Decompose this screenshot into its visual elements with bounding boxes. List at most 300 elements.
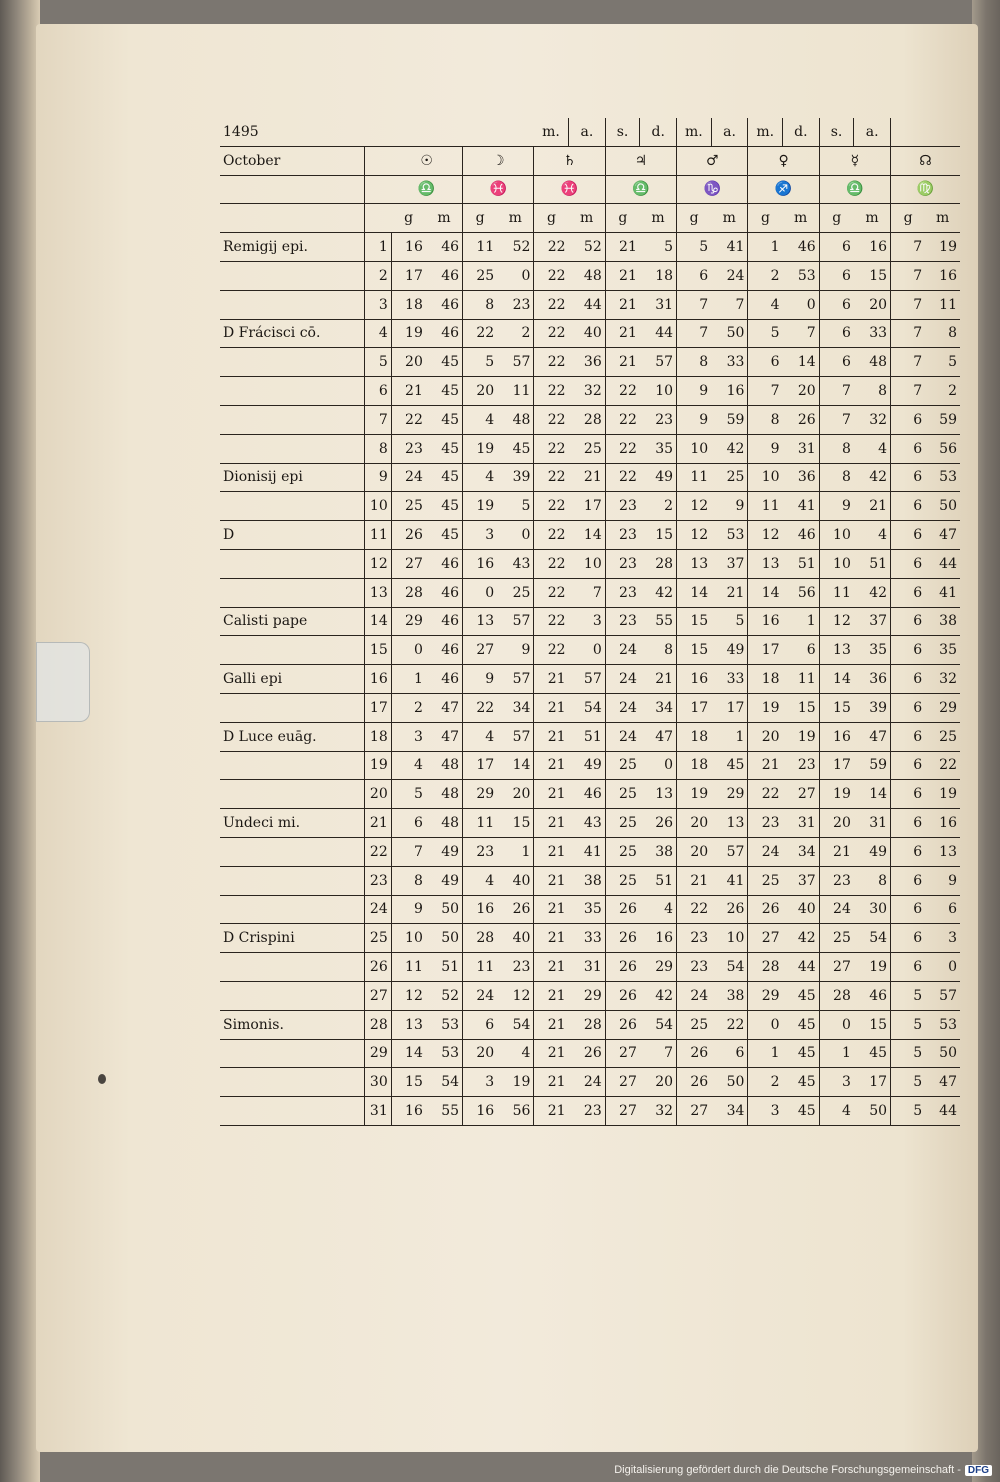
degrees-cell: 22 (534, 549, 569, 578)
degrees-cell: 1 (819, 1039, 854, 1068)
table-row (220, 953, 960, 982)
degrees-cell: 0 (819, 1010, 854, 1039)
degrees-cell: 21 (534, 665, 569, 694)
minutes-cell: 6 (783, 636, 820, 665)
minutes-cell: 23 (497, 953, 534, 982)
saturn-symbol-icon: ♄ (534, 146, 605, 175)
minutes-cell: 31 (783, 809, 820, 838)
day-number: 4 (365, 319, 392, 348)
minutes-cell: 57 (497, 348, 534, 377)
minutes-cell: 48 (497, 405, 534, 434)
degrees-cell: 16 (391, 1097, 426, 1126)
minutes-cell: 42 (783, 924, 820, 953)
spacer (365, 204, 392, 233)
minutes-cell: 40 (497, 924, 534, 953)
minutes-cell: 19 (925, 233, 960, 262)
degrees-cell: 23 (605, 492, 640, 521)
degrees-cell: 24 (605, 636, 640, 665)
minutes-cell: 20 (783, 377, 820, 406)
ink-spot (98, 1074, 106, 1084)
minutes-cell: 45 (426, 463, 463, 492)
saint-day-label (220, 261, 365, 290)
table-row (220, 233, 960, 262)
minutes-cell: 19 (854, 953, 891, 982)
degrees-cell: 26 (605, 953, 640, 982)
minutes-cell: 42 (711, 434, 748, 463)
degrees-cell: 12 (677, 521, 712, 550)
degrees-cell: 21 (605, 319, 640, 348)
minutes-cell: 48 (854, 348, 891, 377)
degrees-cell: 7 (819, 377, 854, 406)
degrees-cell: 18 (391, 290, 426, 319)
minutes-cell: 54 (569, 693, 606, 722)
degrees-cell: 6 (891, 722, 926, 751)
minutes-cell: 16 (925, 261, 960, 290)
degrees-cell: 6 (891, 780, 926, 809)
unit-label: g (891, 204, 926, 233)
table-row (220, 809, 960, 838)
minutes-cell: 7 (783, 319, 820, 348)
degrees-cell: 21 (605, 348, 640, 377)
minutes-cell: 55 (640, 607, 677, 636)
degrees-cell: 22 (534, 377, 569, 406)
minutes-cell: 26 (569, 1039, 606, 1068)
minutes-cell: 41 (711, 233, 748, 262)
degrees-cell: 16 (463, 1097, 498, 1126)
unit-label: m (711, 204, 748, 233)
minutes-cell: 19 (783, 722, 820, 751)
degrees-cell: 26 (605, 981, 640, 1010)
top-label: s. (605, 118, 640, 146)
minutes-cell: 40 (497, 866, 534, 895)
saint-day-label (220, 895, 365, 924)
saint-day-label (220, 434, 365, 463)
degrees-cell: 6 (677, 261, 712, 290)
minutes-cell: 55 (426, 1097, 463, 1126)
table-row (220, 1097, 960, 1126)
minutes-cell: 40 (569, 319, 606, 348)
degrees-cell: 24 (391, 463, 426, 492)
degrees-cell: 6 (891, 924, 926, 953)
degrees-cell: 6 (891, 895, 926, 924)
degrees-cell: 19 (748, 693, 783, 722)
minutes-cell: 9 (497, 636, 534, 665)
minutes-cell: 57 (497, 607, 534, 636)
minutes-cell: 23 (640, 405, 677, 434)
degrees-cell: 6 (391, 809, 426, 838)
degrees-cell: 21 (534, 866, 569, 895)
minutes-cell: 14 (854, 780, 891, 809)
degrees-cell: 21 (534, 809, 569, 838)
minutes-cell: 13 (711, 809, 748, 838)
unit-label: g (819, 204, 854, 233)
minutes-cell: 16 (640, 924, 677, 953)
header-row-units (220, 204, 960, 233)
table-row (220, 693, 960, 722)
degrees-cell: 22 (534, 521, 569, 550)
degrees-cell: 20 (463, 1039, 498, 1068)
minutes-cell: 59 (854, 751, 891, 780)
minutes-cell: 4 (640, 895, 677, 924)
degrees-cell: 21 (534, 981, 569, 1010)
minutes-cell: 37 (783, 866, 820, 895)
degrees-cell: 27 (748, 924, 783, 953)
table-row (220, 780, 960, 809)
minutes-cell: 57 (925, 981, 960, 1010)
minutes-cell: 46 (426, 261, 463, 290)
degrees-cell: 8 (819, 434, 854, 463)
degrees-cell: 28 (819, 981, 854, 1010)
degrees-cell: 1 (748, 233, 783, 262)
degrees-cell: 25 (605, 809, 640, 838)
degrees-cell: 11 (748, 492, 783, 521)
minutes-cell: 0 (497, 521, 534, 550)
degrees-cell: 6 (891, 607, 926, 636)
degrees-cell: 10 (391, 924, 426, 953)
minutes-cell: 57 (640, 348, 677, 377)
saint-day-label (220, 578, 365, 607)
minutes-cell: 43 (569, 809, 606, 838)
header-row-signs (220, 175, 960, 204)
minutes-cell: 53 (925, 463, 960, 492)
table-row (220, 578, 960, 607)
degrees-cell: 21 (534, 1097, 569, 1126)
degrees-cell: 22 (534, 463, 569, 492)
day-number: 7 (365, 405, 392, 434)
spacer (220, 204, 365, 233)
top-label-spacer (891, 118, 926, 146)
unit-label: m (426, 204, 463, 233)
saint-day-label (220, 780, 365, 809)
minutes-cell: 46 (426, 665, 463, 694)
degrees-cell: 19 (677, 780, 712, 809)
degrees-cell: 24 (605, 722, 640, 751)
venus-symbol-icon: ♀ (748, 146, 819, 175)
degrees-cell: 21 (677, 866, 712, 895)
minutes-cell: 29 (640, 953, 677, 982)
day-number: 18 (365, 722, 392, 751)
degrees-cell: 16 (819, 722, 854, 751)
degrees-cell: 21 (534, 1039, 569, 1068)
degrees-cell: 27 (677, 1097, 712, 1126)
minutes-cell: 57 (497, 722, 534, 751)
day-number: 30 (365, 1068, 392, 1097)
ephemeris-table-container (220, 118, 960, 1126)
degrees-cell: 24 (605, 665, 640, 694)
degrees-cell: 13 (677, 549, 712, 578)
degrees-cell: 8 (819, 463, 854, 492)
minutes-cell: 51 (426, 953, 463, 982)
minutes-cell: 28 (569, 1010, 606, 1039)
degrees-cell: 26 (677, 1068, 712, 1097)
day-number: 23 (365, 866, 392, 895)
minutes-cell: 47 (640, 722, 677, 751)
table-row (220, 981, 960, 1010)
minutes-cell: 44 (783, 953, 820, 982)
degrees-cell: 11 (819, 578, 854, 607)
minutes-cell: 54 (711, 953, 748, 982)
minutes-cell: 22 (711, 1010, 748, 1039)
degrees-cell: 29 (463, 780, 498, 809)
top-label: m. (534, 118, 569, 146)
degrees-cell: 21 (819, 837, 854, 866)
top-label: m. (677, 118, 712, 146)
minutes-cell: 45 (783, 1010, 820, 1039)
minutes-cell: 49 (854, 837, 891, 866)
minutes-cell: 34 (497, 693, 534, 722)
credit-text: Digitalisierung gefördert durch die Deutsche Forschungsgemeinschaft - (614, 1464, 961, 1476)
degrees-cell: 5 (748, 319, 783, 348)
minutes-cell: 20 (854, 290, 891, 319)
degrees-cell: 19 (463, 492, 498, 521)
minutes-cell: 45 (783, 1068, 820, 1097)
saint-day-label (220, 1097, 365, 1126)
minutes-cell: 32 (640, 1097, 677, 1126)
minutes-cell: 46 (783, 521, 820, 550)
degrees-cell: 6 (891, 521, 926, 550)
minutes-cell: 47 (426, 693, 463, 722)
degrees-cell: 20 (463, 377, 498, 406)
minutes-cell: 24 (569, 1068, 606, 1097)
day-number: 28 (365, 1010, 392, 1039)
degrees-cell: 24 (677, 981, 712, 1010)
minutes-cell: 18 (640, 261, 677, 290)
unit-label: m (854, 204, 891, 233)
saint-day-label (220, 377, 365, 406)
minutes-cell: 53 (783, 261, 820, 290)
saint-day-label: Remigij epi. (220, 233, 365, 262)
saint-day-label (220, 981, 365, 1010)
degrees-cell: 7 (677, 319, 712, 348)
minutes-cell: 50 (925, 1039, 960, 1068)
minutes-cell: 9 (925, 866, 960, 895)
minutes-cell: 32 (925, 665, 960, 694)
sagittarius-sign-icon: ♐ (748, 175, 819, 204)
minutes-cell: 35 (854, 636, 891, 665)
minutes-cell: 6 (711, 1039, 748, 1068)
unit-label: g (391, 204, 426, 233)
minutes-cell: 15 (783, 693, 820, 722)
degrees-cell: 6 (891, 809, 926, 838)
degrees-cell: 22 (534, 492, 569, 521)
minutes-cell: 46 (569, 780, 606, 809)
minutes-cell: 49 (569, 751, 606, 780)
minutes-cell: 46 (854, 981, 891, 1010)
minutes-cell: 29 (711, 780, 748, 809)
degrees-cell: 21 (605, 261, 640, 290)
minutes-cell: 3 (925, 924, 960, 953)
minutes-cell: 41 (711, 866, 748, 895)
minutes-cell: 16 (854, 233, 891, 262)
degrees-cell: 5 (463, 348, 498, 377)
minutes-cell: 4 (854, 434, 891, 463)
degrees-cell: 28 (463, 924, 498, 953)
degrees-cell: 6 (891, 549, 926, 578)
minutes-cell: 54 (497, 1010, 534, 1039)
degrees-cell: 22 (534, 290, 569, 319)
degrees-cell: 23 (677, 924, 712, 953)
degrees-cell: 10 (819, 521, 854, 550)
minutes-cell: 35 (569, 895, 606, 924)
unit-label: m (925, 204, 960, 233)
minutes-cell: 30 (854, 895, 891, 924)
minutes-cell: 49 (426, 837, 463, 866)
day-number: 9 (365, 463, 392, 492)
minutes-cell: 16 (925, 809, 960, 838)
degrees-cell: 21 (534, 722, 569, 751)
minutes-cell: 4 (854, 521, 891, 550)
table-row (220, 636, 960, 665)
degrees-cell: 9 (463, 665, 498, 694)
top-label-spacer (925, 118, 960, 146)
degrees-cell: 14 (748, 578, 783, 607)
degrees-cell: 5 (891, 1010, 926, 1039)
minutes-cell: 57 (497, 665, 534, 694)
degrees-cell: 22 (391, 405, 426, 434)
minutes-cell: 45 (426, 492, 463, 521)
degrees-cell: 6 (891, 837, 926, 866)
degrees-cell: 25 (605, 780, 640, 809)
degrees-cell: 5 (891, 1097, 926, 1126)
minutes-cell: 49 (426, 866, 463, 895)
day-number: 21 (365, 809, 392, 838)
minutes-cell: 42 (640, 578, 677, 607)
degrees-cell: 10 (748, 463, 783, 492)
minutes-cell: 33 (854, 319, 891, 348)
minutes-cell: 48 (426, 809, 463, 838)
minutes-cell: 38 (640, 837, 677, 866)
table-row (220, 319, 960, 348)
minutes-cell: 21 (640, 665, 677, 694)
table-row (220, 463, 960, 492)
table-row (220, 434, 960, 463)
degrees-cell: 6 (891, 751, 926, 780)
minutes-cell: 45 (426, 434, 463, 463)
minutes-cell: 45 (854, 1039, 891, 1068)
minutes-cell: 39 (854, 693, 891, 722)
minutes-cell: 34 (711, 1097, 748, 1126)
minutes-cell: 44 (925, 1097, 960, 1126)
degrees-cell: 15 (391, 1068, 426, 1097)
degrees-cell: 6 (891, 434, 926, 463)
degrees-cell: 1 (748, 1039, 783, 1068)
minutes-cell: 42 (854, 463, 891, 492)
minutes-cell: 33 (711, 665, 748, 694)
day-number: 25 (365, 924, 392, 953)
degrees-cell: 6 (819, 233, 854, 262)
degrees-cell: 21 (534, 751, 569, 780)
saint-day-label (220, 1068, 365, 1097)
minutes-cell: 45 (783, 1039, 820, 1068)
minutes-cell: 0 (640, 751, 677, 780)
degrees-cell: 15 (819, 693, 854, 722)
minutes-cell: 57 (711, 837, 748, 866)
minutes-cell: 39 (497, 463, 534, 492)
degrees-cell: 25 (748, 866, 783, 895)
table-row (220, 1039, 960, 1068)
minutes-cell: 7 (569, 578, 606, 607)
minutes-cell: 27 (783, 780, 820, 809)
degrees-cell: 7 (891, 233, 926, 262)
day-number: 2 (365, 261, 392, 290)
saint-day-label (220, 837, 365, 866)
minutes-cell: 1 (497, 837, 534, 866)
degrees-cell: 7 (891, 319, 926, 348)
degrees-cell: 27 (819, 953, 854, 982)
minutes-cell: 5 (925, 348, 960, 377)
minutes-cell: 7 (640, 1039, 677, 1068)
minutes-cell: 10 (640, 377, 677, 406)
degrees-cell: 6 (891, 492, 926, 521)
minutes-cell: 38 (711, 981, 748, 1010)
degrees-cell: 26 (748, 895, 783, 924)
degrees-cell: 9 (677, 377, 712, 406)
degrees-cell: 12 (819, 607, 854, 636)
spacer (365, 175, 392, 204)
degrees-cell: 22 (534, 607, 569, 636)
degrees-cell: 6 (891, 693, 926, 722)
minutes-cell: 52 (569, 233, 606, 262)
minutes-cell: 8 (925, 319, 960, 348)
degrees-cell: 21 (605, 290, 640, 319)
degrees-cell: 5 (677, 233, 712, 262)
minutes-cell: 48 (426, 751, 463, 780)
minutes-cell: 50 (711, 319, 748, 348)
minutes-cell: 13 (640, 780, 677, 809)
degrees-cell: 6 (819, 319, 854, 348)
minutes-cell: 44 (640, 319, 677, 348)
pisces-sign-icon: ♓ (463, 175, 534, 204)
day-number: 19 (365, 751, 392, 780)
mercury-symbol-icon: ☿ (819, 146, 890, 175)
minutes-cell: 23 (569, 1097, 606, 1126)
minutes-cell: 53 (426, 1039, 463, 1068)
minutes-cell: 2 (497, 319, 534, 348)
degrees-cell: 21 (605, 233, 640, 262)
minutes-cell: 32 (569, 377, 606, 406)
degrees-cell: 3 (748, 1097, 783, 1126)
degrees-cell: 25 (605, 751, 640, 780)
libra-sign-icon: ♎ (819, 175, 890, 204)
minutes-cell: 14 (783, 348, 820, 377)
minutes-cell: 20 (640, 1068, 677, 1097)
day-number: 10 (365, 492, 392, 521)
degrees-cell: 7 (748, 377, 783, 406)
minutes-cell: 45 (783, 981, 820, 1010)
degrees-cell: 9 (677, 405, 712, 434)
degrees-cell: 16 (463, 895, 498, 924)
table-row (220, 348, 960, 377)
degrees-cell: 25 (605, 837, 640, 866)
minutes-cell: 32 (854, 405, 891, 434)
minutes-cell: 49 (640, 463, 677, 492)
minutes-cell: 5 (497, 492, 534, 521)
degrees-cell: 3 (463, 521, 498, 550)
minutes-cell: 35 (925, 636, 960, 665)
degrees-cell: 6 (891, 866, 926, 895)
degrees-cell: 10 (819, 549, 854, 578)
day-number: 22 (365, 837, 392, 866)
day-number: 31 (365, 1097, 392, 1126)
degrees-cell: 16 (391, 233, 426, 262)
degrees-cell: 5 (891, 981, 926, 1010)
minutes-cell: 15 (497, 809, 534, 838)
minutes-cell: 0 (497, 261, 534, 290)
degrees-cell: 0 (463, 578, 498, 607)
day-number: 20 (365, 780, 392, 809)
degrees-cell: 17 (391, 261, 426, 290)
degrees-cell: 20 (748, 722, 783, 751)
